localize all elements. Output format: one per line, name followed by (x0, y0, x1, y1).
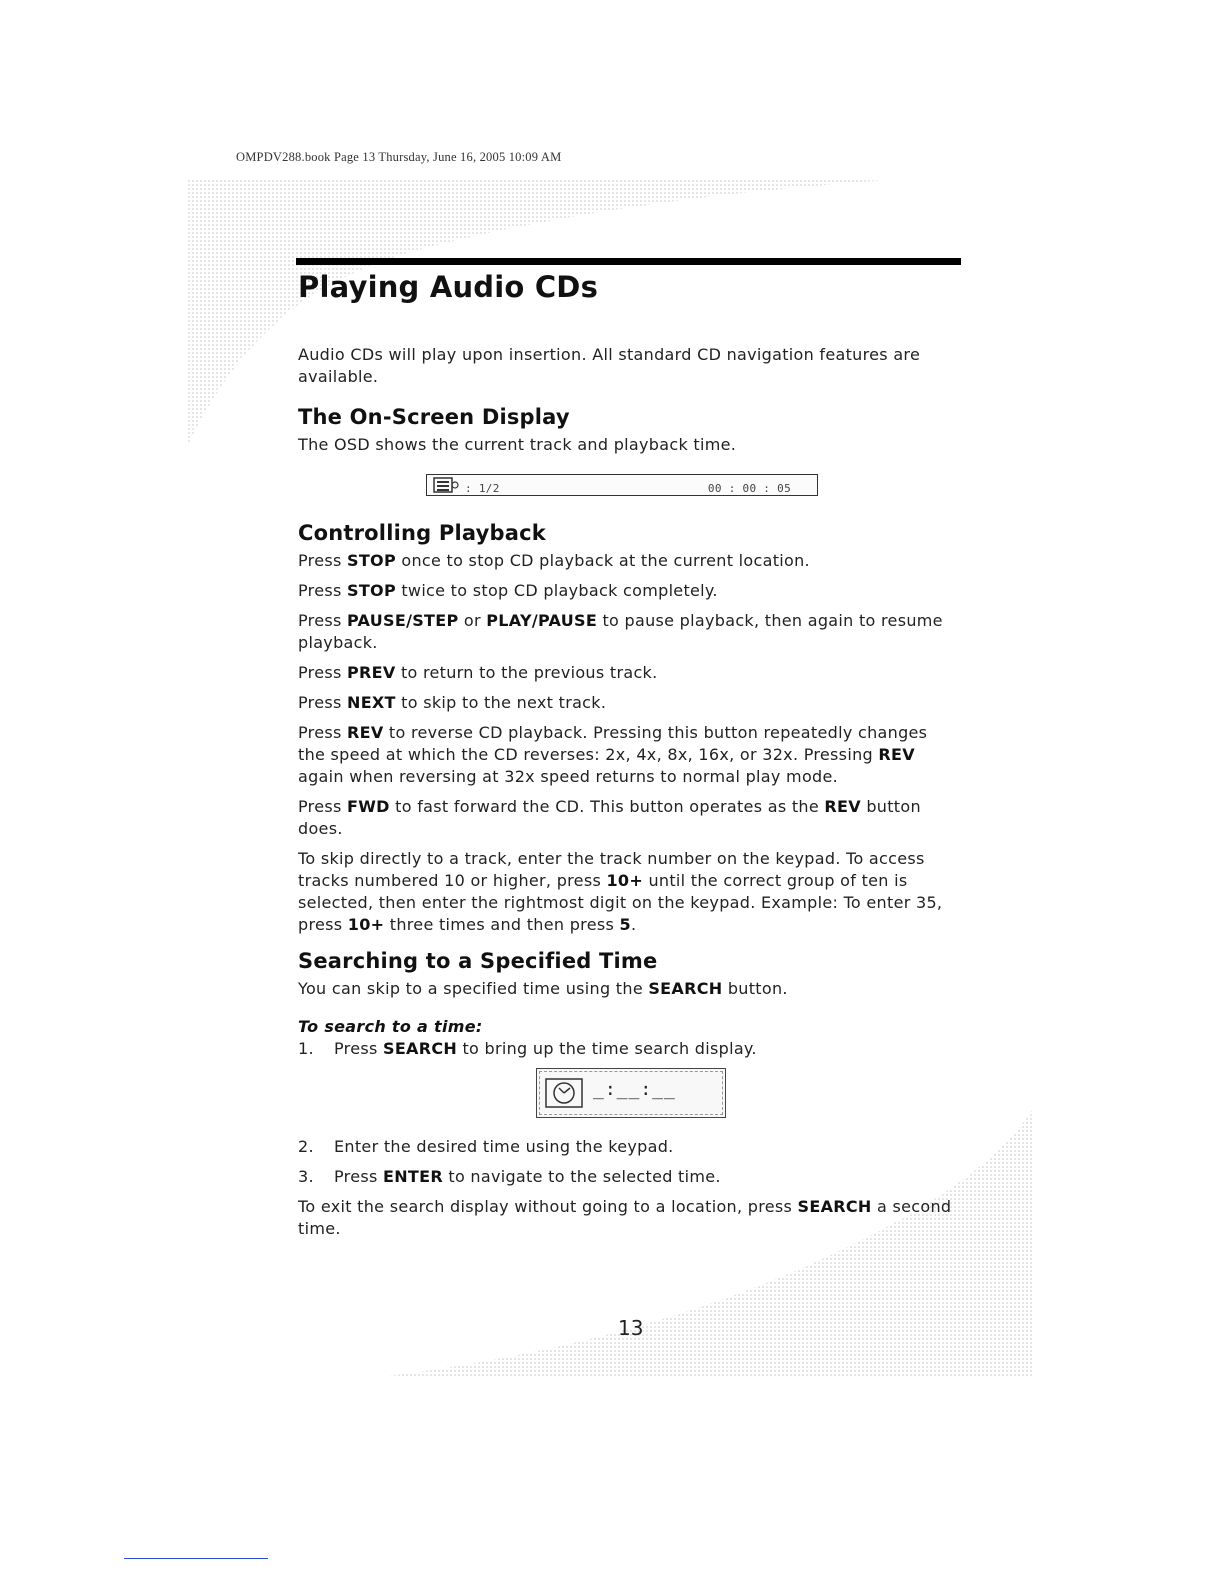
page-content (298, 344, 958, 1248)
procedure-title: To search to a time: (298, 1017, 483, 1036)
title-rule (296, 258, 961, 265)
search-heading: Searching to a Specified Time (298, 949, 658, 973)
playback-item: Press PAUSE/STEP or PLAY/PAUSE to pause playback, then again to resume playback. (298, 611, 943, 652)
playback-list (298, 550, 958, 936)
footer-underline (124, 1558, 268, 1559)
exit-note: To exit the search display without going to a location, press SEARCH a second time. (298, 1197, 952, 1238)
osd-display (426, 474, 818, 496)
clock-icon (545, 1078, 583, 1108)
step-3: 3. Press ENTER to navigate to the selected time. (298, 1167, 721, 1186)
track-icon (433, 476, 459, 494)
playback-item: Press STOP once to stop CD playback at the current location. (298, 551, 810, 570)
search-intro: You can skip to a specified time using the SEARCH button. (298, 979, 788, 998)
step-1: 1. Press SEARCH to bring up the time search display. (298, 1039, 757, 1058)
step-2: 2. Enter the desired time using the keypad. (298, 1137, 674, 1156)
playback-heading: Controlling Playback (298, 521, 546, 545)
osd-track: : 1/2 (465, 482, 500, 495)
playback-item: Press REV to reverse CD playback. Pressing this button repeatedly changes the speed at which the CD reverses: 2x, 4x, 8x, 16x, or 32x. Pressing REV again when reversing at 32x speed returns to normal play mode. (298, 723, 928, 786)
print-header: OMPDV288.book Page 13 Thursday, June 16, 2005 10:09 AM (236, 150, 562, 164)
playback-item: Press FWD to fast forward the CD. This button operates as the REV button does. (298, 797, 921, 838)
playback-item: Press STOP twice to stop CD playback completely. (298, 581, 718, 600)
playback-item: To skip directly to a track, enter the track number on the keypad. To access tracks numbered 10 or higher, press 10+ until the correct group of ten is selected, then enter the rightmost digit on the keypad. Example: To enter 35, press 10+ three times and then press 5. (298, 849, 943, 934)
osd-heading: The On-Screen Display (298, 405, 570, 429)
playback-item: Press NEXT to skip to the next track. (298, 693, 607, 712)
intro-paragraph: Audio CDs will play upon insertion. All standard CD navigation features are available. (298, 345, 921, 386)
playback-item: Press PREV to return to the previous track. (298, 663, 658, 682)
page-title: Playing Audio CDs (298, 270, 599, 304)
osd-description: The OSD shows the current track and playback time. (298, 435, 737, 454)
osd-time: 00 : 00 : 05 (707, 482, 791, 495)
page-number: 13 (618, 1316, 644, 1340)
time-search-display (536, 1068, 726, 1118)
time-blanks: _:__:__ (593, 1079, 676, 1100)
